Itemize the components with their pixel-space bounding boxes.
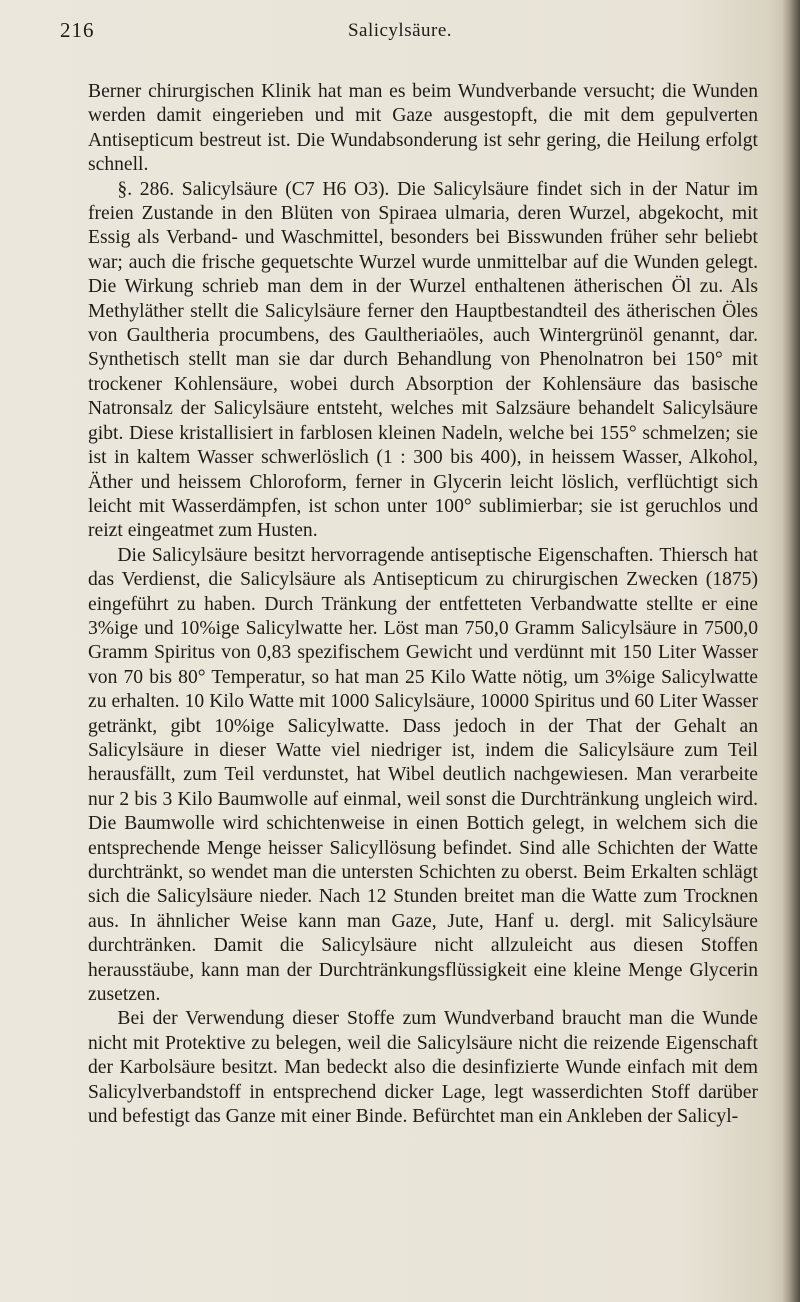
page-header	[60, 18, 740, 48]
page-edge-shadow	[782, 0, 800, 1302]
page-number: 216	[60, 18, 95, 42]
paragraph-section-286: §. 286. Salicylsäure (C7 H6 O3). Die Salicylsäure findet sich in der Natur im freien Zustande in den Blüten von Spiraea ulmaria, deren Wurzel, abgekocht, mit Essig als Verband- und Waschmittel, besonders bei Bisswunden früher sehr beliebt war; auch die frische gequetschte Wurzel wurde unmittelbar auf die Wunden gelegt. Die Wirkung schrieb man dem in der Wurzel enthaltenen ätherischen Öl zu. Als Methyläther stellt die Salicylsäure ferner den Hauptbestandteil des ätherischen Öles von Gaultheria procumbens, des Gaultheriaöles, auch Wintergrünöl genannt, dar. Synthetisch stellt man sie dar durch Behandlung von Phenolnatron bei 150° mit trockener Kohlensäure, wobei durch Absorption der Kohlensäure das basische Natronsalz der Salicylsäure entsteht, welches mit Salzsäure behandelt Salicylsäure gibt. Diese kristallisiert in farblosen kleinen Nadeln, welche bei 155° schmelzen; sie ist in kaltem Wasser schwerlöslich (1 : 300 bis 400), in heissem Wasser, Alkohol, Äther und heissem Chloroform, ferner in Glycerin leicht löslich, verflüchtigt sich leicht mit Wasserdämpfen, ist schon unter 100° sublimierbar; sie ist geruchlos und reizt eingeatmet zum Husten.	[88, 178, 758, 542]
body-text	[88, 80, 758, 1129]
paragraph-continuation: Berner chirurgischen Klinik hat man es beim Wundverbande versucht; die Wunden werden damit eingerieben und mit Gaze ausgestopft, die mit dem gepulverten Antisepticum bestreut ist. Die Wundabsonderung ist sehr gering, die Heilung erfolgt schnell.	[88, 81, 758, 176]
paragraph-antiseptic-properties: Die Salicylsäure besitzt hervorragende antiseptische Eigenschaften. Thiersch hat das Verdienst, die Salicylsäure als Antisepticum zu chirurgischen Zwecken (1875) eingeführt zu haben. Durch Tränkung der entfetteten Verbandwatte stellte er eine 3%ige und 10%ige Salicylwatte her. Löst man 750,0 Gramm Salicylsäure in 7500,0 Gramm Spiritus von 0,83 spezifischem Gewicht und verdünnt mit 150 Liter Wasser von 70 bis 80° Temperatur, so hat man 25 Kilo Watte nötig, um 3%ige Salicylwatte zu erhalten. 10 Kilo Watte mit 1000 Salicylsäure, 10000 Spiritus und 60 Liter Wasser getränkt, gibt 10%ige Salicylwatte. Dass jedoch in der That der Gehalt an Salicylsäure in dieser Watte viel niedriger ist, indem die Salicylsäure zum Teil herausfällt, zum Teil verdunstet, hat Wibel deutlich nachgewiesen. Man verarbeite nur 2 bis 3 Kilo Baumwolle auf einmal, weil sonst die Durchtränkung ungleich wird. Die Baumwolle wird schichtenweise in einen Bottich gelegt, in welchem sich die entsprechende Menge heisser Salicyllösung befindet. Sind alle Schichten der Watte durchtränkt, so wendet man die untersten Schichten zu oberst. Beim Erkalten schlägt sich die Salicylsäure nieder. Nach 12 Stunden breitet man die Watte zum Trocknen aus. In ähnlicher Weise kann man Gaze, Jute, Hanf u. dergl. mit Salicylsäure durchtränken. Damit die Salicylsäure nicht allzuleicht aus diesen Stoffen herausstäube, kann man der Durchtränkungsflüssigkeit eine kleine Menge Glycerin zusetzen.	[88, 544, 758, 1006]
running-head: Salicylsäure.	[347, 20, 453, 41]
paragraph-wound-dressing: Bei der Verwendung dieser Stoffe zum Wundverband braucht man die Wunde nicht mit Protektive zu belegen, weil die Salicylsäure nicht die reizende Eigenschaft der Karbolsäure besitzt. Man bedeckt also die desinfizierte Wunde einfach mit dem Salicylverbandstoff in entsprechend dicker Lage, legt wasserdichten Stoff darüber und befestigt das Ganze mit einer Binde. Befürchtet man ein Ankleben der Salicyl-	[88, 1008, 758, 1128]
